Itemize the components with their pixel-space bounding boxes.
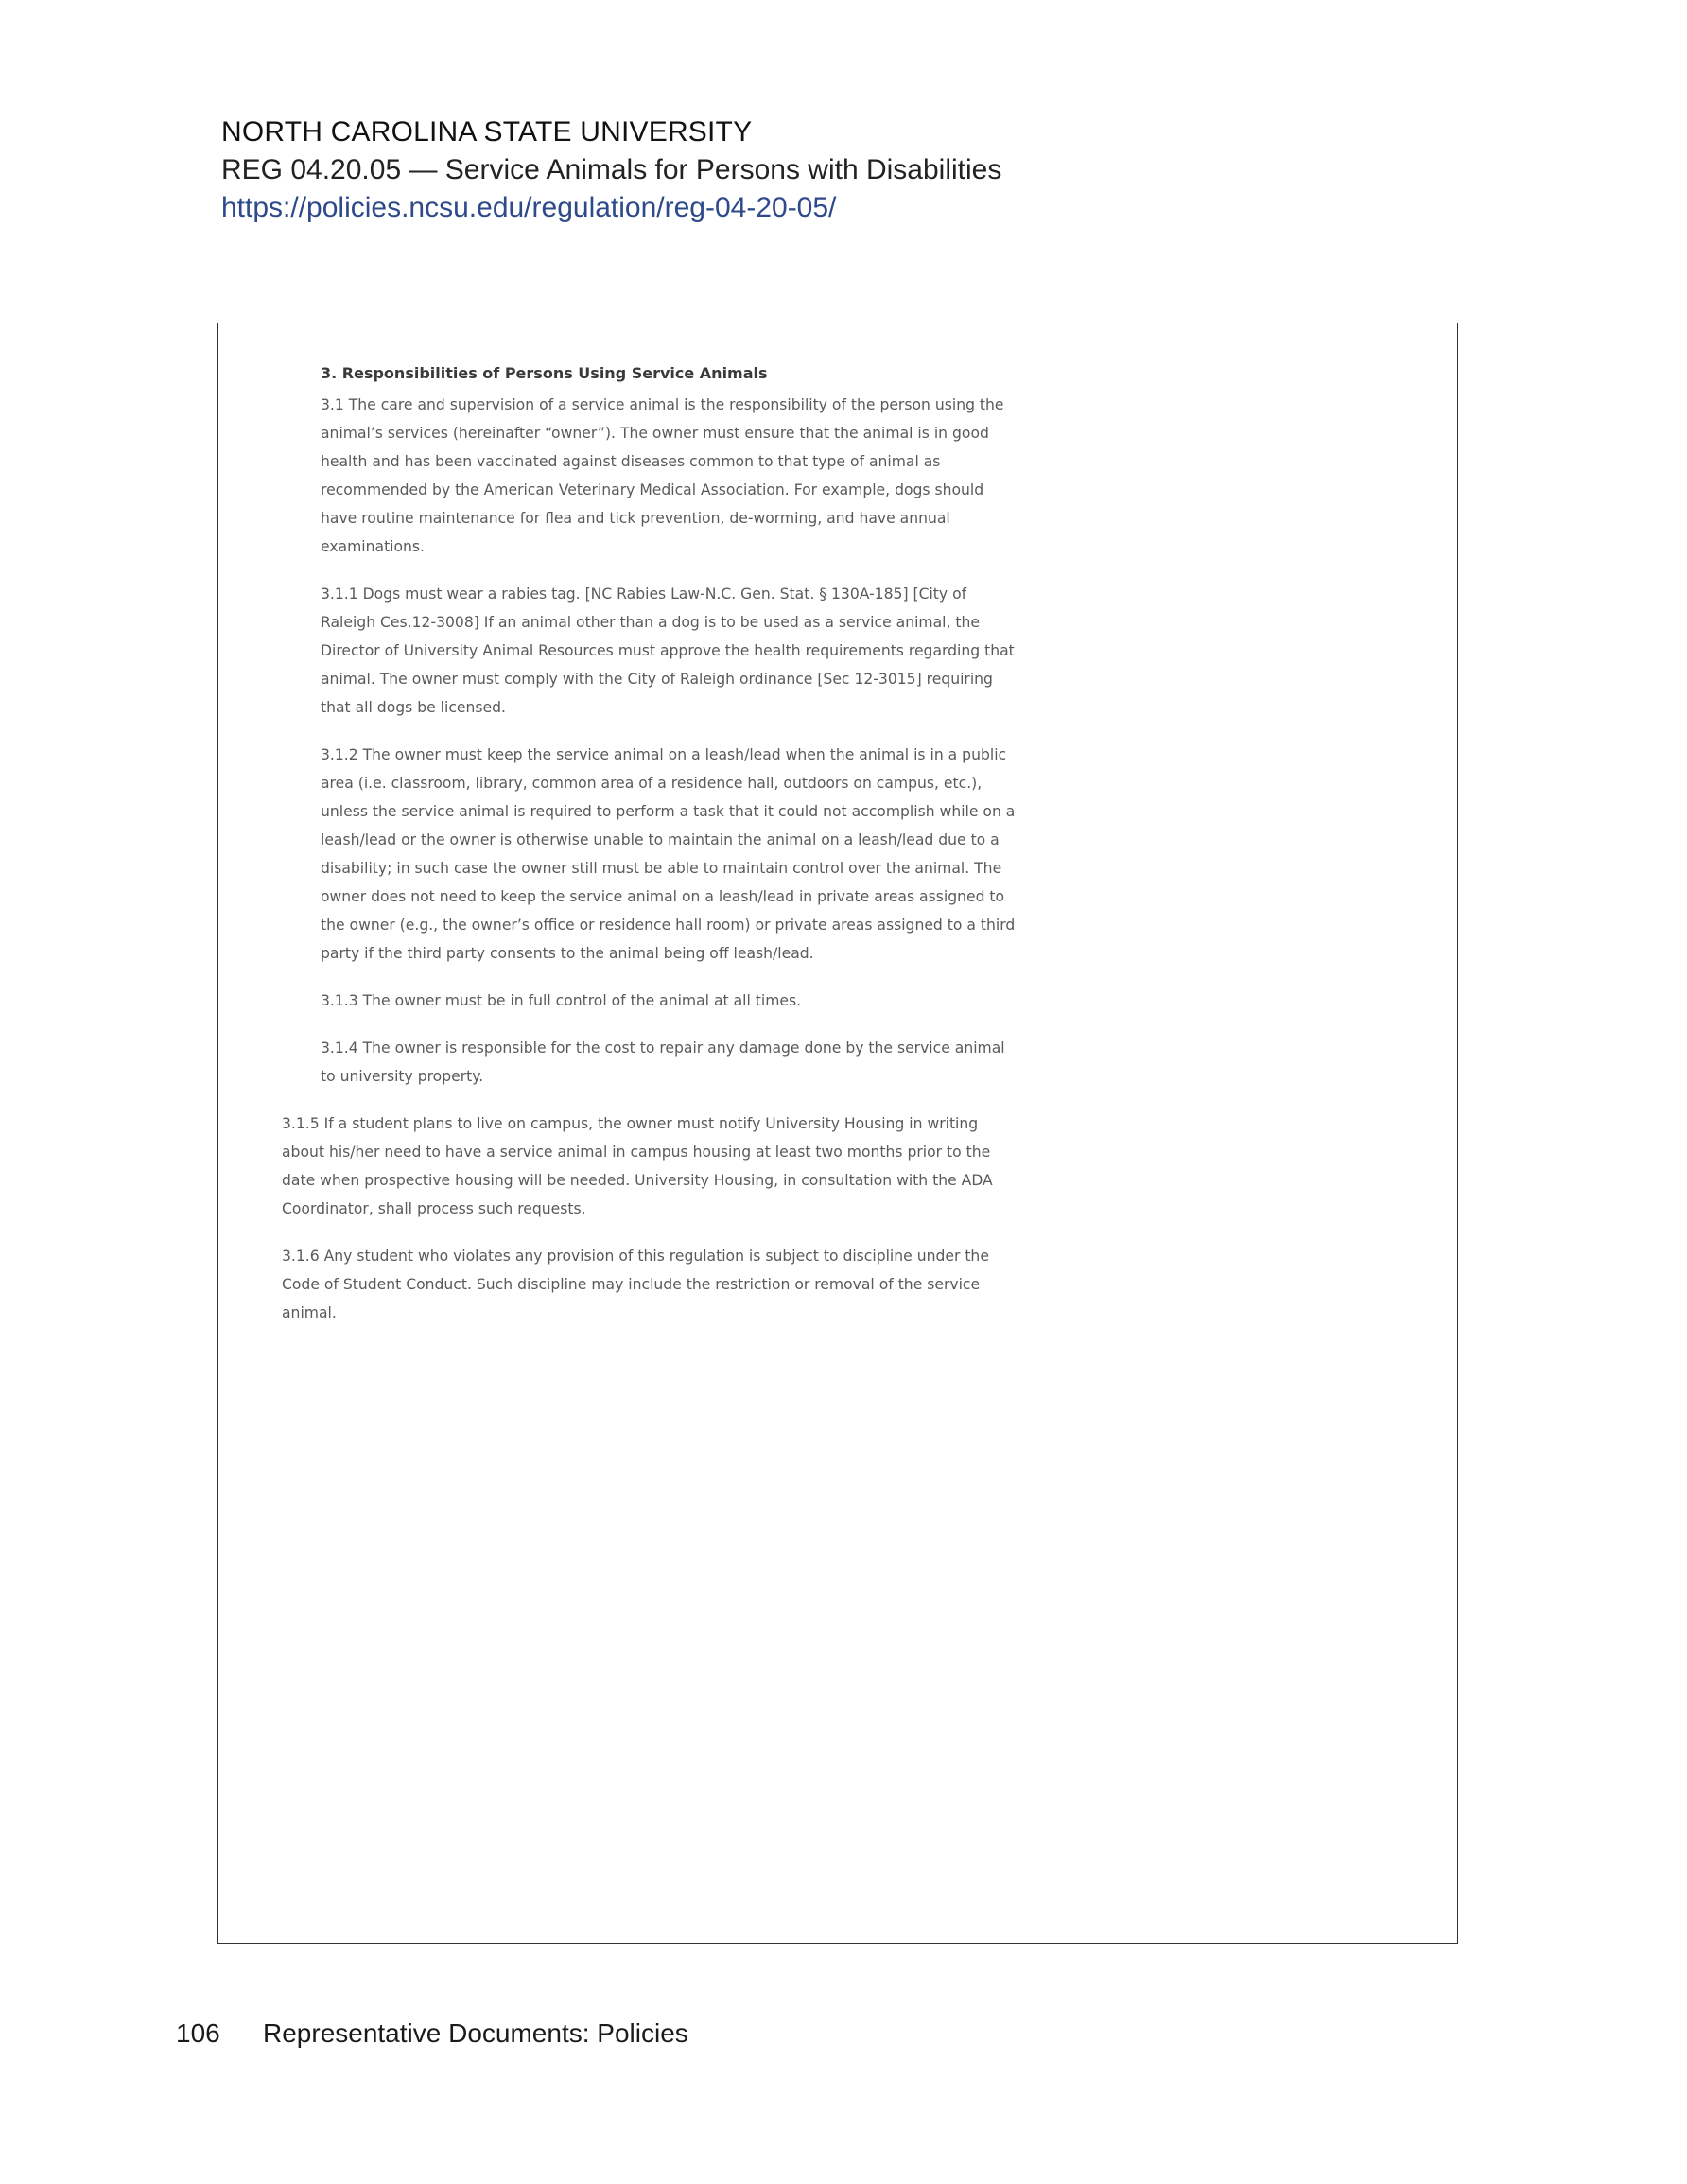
page-number: 106 [176,2018,220,2048]
paragraph-3-1-5: 3.1.5 If a student plans to live on campus, the owner must notify University Housing in writing about his/her need to have a service animal in campus housing at least two months prior to the date when prospective housing will be needed. University Housing, in consultation with the ADA Coordinator, shall process such requests. [282,1115,993,1217]
paragraph-3-1-2: 3.1.2 The owner must keep the service animal on a leash/lead when the animal is in a public area (i.e. classroom, library, common area of a residence hall, outdoors on campus, etc.), unless the service animal is required to perform a task that it could not accomplish while on a leash/lead or the owner is otherwise unable to maintain the animal on a leash/lead due to a disability; in such case the owner still must be able to maintain control over the animal. The owner does not need to keep the service animal on a leash/lead in private areas assigned to the owner (e.g., the owner’s office or residence hall room) or private areas assigned to a third party if the third party consents to the animal being off leash/lead. [321,746,1016,962]
document-excerpt-frame [217,323,1458,1944]
paragraph-3-1-4: 3.1.4 The owner is responsible for the cost to repair any damage done by the service animal to university property. [321,1040,1005,1085]
regulation-url[interactable]: https://policies.ncsu.edu/regulation/reg-04-20-05/ [221,192,837,223]
institution-name: NORTH CAROLINA STATE UNIVERSITY [221,116,753,148]
section-title: 3. Responsibilities of Persons Using Service Animals [321,364,768,382]
paragraph-3-1-3: 3.1.3 The owner must be in full control of the animal at all times. [321,992,802,1009]
paragraph-3-1: 3.1 The care and supervision of a service animal is the responsibility of the person using the animal’s services (hereinafter “owner”). The owner must ensure that the animal is in good health and has been vaccinated against diseases common to that type of animal as recommended by the American Veterinary Medical Association. For example, dogs should have routine maintenance for flea and tick prevention, de-worming, and have annual examinations. [321,396,1004,555]
page-footer [176,2017,688,2051]
paragraph-3-1-6: 3.1.6 Any student who violates any provision of this regulation is subject to discipline under the Code of Student Conduct. Such discipline may include the restriction or removal of the service animal. [282,1248,989,1321]
page-header [221,114,1451,227]
paragraph-3-1-1: 3.1.1 Dogs must wear a rabies tag. [NC Rabies Law-N.C. Gen. Stat. § 130A-185] [City of Raleigh Ces.12-3008] If an animal other than a dog is to be used as a service animal, the Director of University Animal Resources must approve the health requirements regarding that animal. The owner must comply with the City of Raleigh ordinance [Sec 12-3015] requiring that all dogs be licensed. [321,585,1015,716]
document-excerpt [282,359,1266,1327]
footer-label: Representative Documents: Policies [263,2018,688,2048]
regulation-title: REG 04.20.05 — Service Animals for Persons with Disabilities [221,154,1002,185]
